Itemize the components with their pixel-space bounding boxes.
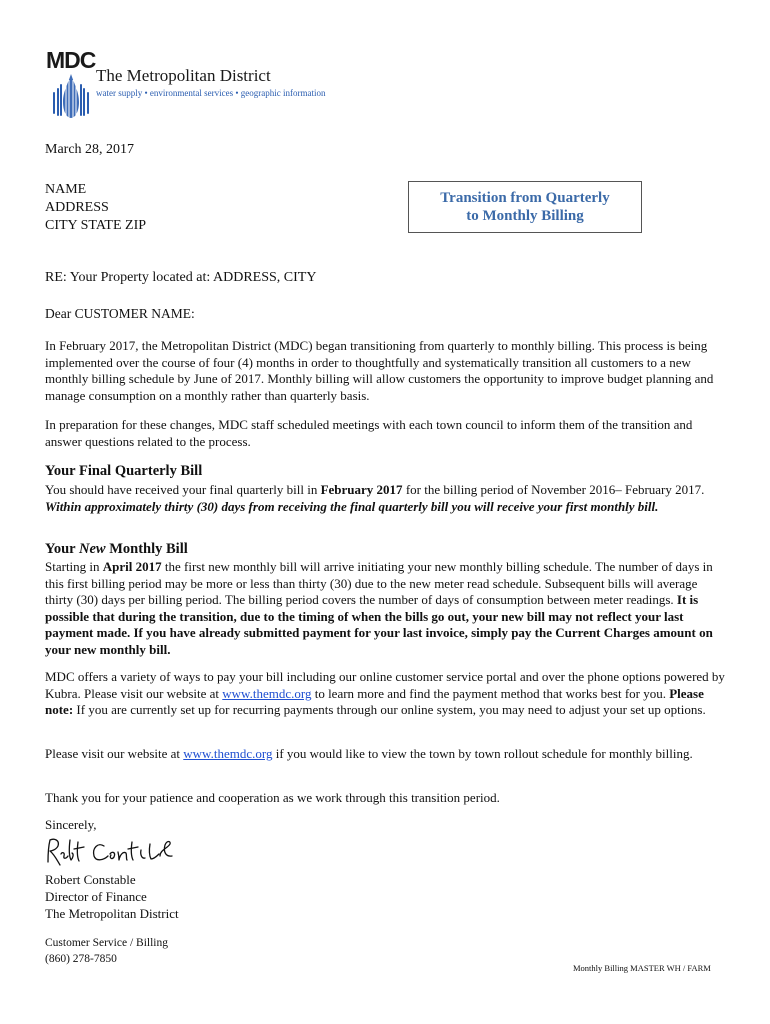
heading-new-monthly-bill [45,541,188,558]
text-run: if you would like to view the town by town rollout schedule for monthly billing. [272,746,693,761]
paragraph-thank-you: Thank you for your patience and cooperation as we work through this transition period. [45,790,500,805]
text-run: You should have received your final quarterly bill in [45,482,321,497]
paragraph-intro: In February 2017, the Metropolitan District (MDC) began transitioning from quarterly to monthly billing. This process is being implemented over the course of four (4) months in order to thoughtfully and systematically transition all customers to a new monthly billing schedule by June of 2017. Monthly billing will allow customers the opportunity to improve budget planning and manage consumption on a monthly rather than quarterly basis. [45,338,714,403]
text-run: to learn more and find the payment method that works best for you. [311,685,670,701]
text-run: the first new monthly bill will arrive initiating your new monthly billing schedule. The number of days in this first billing period may be more or less than thirty (30) due to the new meter read schedule. Subsequent bills will average thirty (30) days per billing period. The billing period covers the number of days of consumption between meter readings. [45,559,713,608]
recipient-address [45,181,146,235]
letter-date: March 28, 2017 [45,142,135,157]
text-run: MDC offers a variety of ways to pay your bill including our online customer service portal and over the phone options powered by Kubra. Please visit our website at [45,669,725,701]
heading-final-quarterly-bill: Your Final Quarterly Bill [45,463,203,479]
heading-text-italic: New [78,541,106,557]
signatory-org: The Metropolitan District [45,906,179,921]
signatory-title: Director of Finance [45,889,147,904]
recipient-name: NAME [45,182,87,197]
signatory-name: Robert Constable [45,872,136,887]
recipient-street: ADDRESS [45,200,109,215]
website-link[interactable]: www.themdc.org [183,746,273,761]
mdc-logo-text: MDC [46,47,96,73]
heading-text: Your [45,541,79,557]
re-line: RE: Your Property located at: ADDRESS, CITY [45,270,317,285]
text-run-bold: It is possible that during the transition, due to the timing of when the bills go out, your new bill may not reflect your last payment made. If you have already submitted payment for your last invoice, simply pay the Current Charges amount on your new monthly bill. [45,592,713,657]
contact-block [45,935,168,967]
salutation: Dear CUSTOMER NAME: [45,306,195,321]
text-run-bold: April 2017 [102,559,162,574]
text-run-bold: February 2017 [320,482,403,497]
text-run: Please visit our website at [45,746,184,761]
heading-text: Monthly Bill [105,541,188,557]
text-run-bold: Please note: [45,685,704,718]
paragraph-new-monthly-bill [45,559,725,659]
text-run: If you are currently set up for recurring payments through our online system, you may need to adjust your set up options. [73,702,706,718]
contact-department: Customer Service / Billing [45,937,168,949]
signatory-block [45,871,179,922]
callout-line-1: Transition from Quarterly [440,190,610,206]
tagline: water supply • environmental services • geographic information [96,88,326,98]
text-run: Starting in [45,559,103,574]
handwritten-signature [42,832,182,872]
text-run: for the billing period of November 2016– February 2017. [402,482,705,497]
recipient-city-state-zip: CITY STATE ZIP [45,218,147,233]
paragraph-preparation: In preparation for these changes, MDC staff scheduled meetings with each town council to inform them of the transition and answer questions related to the process. [45,417,693,449]
paragraph-payment-options [45,669,725,719]
transition-callout-box [408,181,642,233]
org-name: The Metropolitan District [96,66,271,85]
paragraph-rollout-schedule [45,746,725,763]
contact-phone: (860) 278-7850 [45,953,117,965]
closing: Sincerely, [45,817,97,832]
callout-line-2: to Monthly Billing [466,208,584,224]
water-drops-logo-icon [47,72,95,120]
footer-document-code: Monthly Billing MASTER WH / FARM [573,963,711,973]
text-run-bold-italic: Within approximately thirty (30) days from receiving the final quarterly bill you will receive your first monthly bill. [45,498,659,514]
paragraph-final-quarterly-bill [45,482,725,515]
website-link[interactable]: www.themdc.org [222,685,312,701]
